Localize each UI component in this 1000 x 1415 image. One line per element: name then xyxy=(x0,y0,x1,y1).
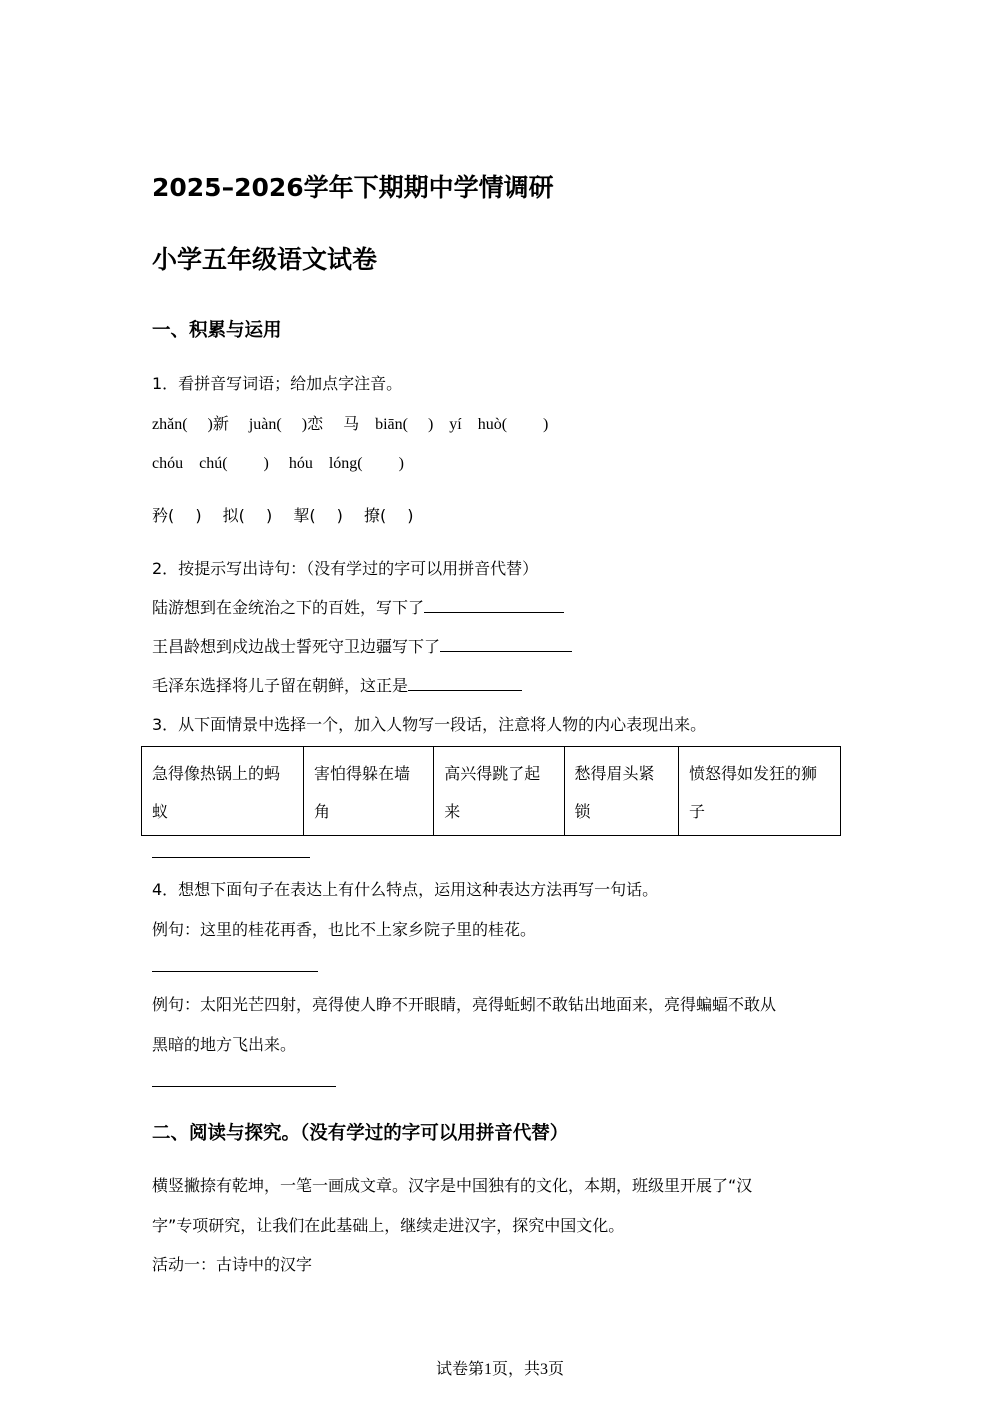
pinyin-row-1: zhǎn( )新 juàn( )恋 马 biān( ) yí huò( ) xyxy=(152,416,549,433)
answer-blank[interactable] xyxy=(440,637,572,652)
page-footer: 试卷第1页，共3页 xyxy=(435,1361,564,1378)
scenario-option-1: 急得像热锅上的蚂蚁 xyxy=(142,747,304,836)
exam-title: 2025–2026学年下期期中学情调研 xyxy=(152,173,554,202)
activity-1-heading: 活动一：古诗中的汉字 xyxy=(152,1255,313,1274)
scenario-options-table xyxy=(141,746,841,836)
example-sentence-2-line-1: 例句：太阳光芒四射，亮得使人睁不开眼睛，亮得蚯蚓不敢钻出地面来，亮得蝙蝠不敢从 xyxy=(152,995,777,1014)
question-3-prompt: 3．从下面情景中选择一个，加入人物写一段话，注意将人物的内心表现出来。 xyxy=(152,715,707,734)
reading-intro-line-1: 横竖撇捺有乾坤，一笔一画成文章。汉字是中国独有的文化，本期，班级里开展了“汉 xyxy=(152,1176,753,1195)
scenario-option-5: 愤怒得如发狂的狮子 xyxy=(678,747,840,836)
dotted-chars-row: 矜( ) 拟( ) 挈( ) 撩( ) xyxy=(152,506,414,525)
question-1-prompt: 1．看拼音写词语；给加点字注音。 xyxy=(152,374,403,393)
poem-prompt-3-text: 毛泽东选择将儿子留在朝鲜，这正是 xyxy=(152,676,409,695)
scenario-option-2: 害怕得躲在墙角 xyxy=(304,747,434,836)
scenario-option-4: 愁得眉头紧锁 xyxy=(564,747,678,836)
scenario-option-3: 高兴得跳了起来 xyxy=(434,747,564,836)
poem-prompt-2 xyxy=(152,634,572,657)
poem-prompt-3 xyxy=(152,673,522,696)
question-2-prompt: 2．按提示写出诗句：（没有学过的字可以用拼音代替） xyxy=(152,559,539,578)
exam-subtitle: 小学五年级语文试卷 xyxy=(152,245,378,274)
pinyin-row-2: chóu chú( ) hóu lóng( ) xyxy=(152,455,404,472)
example-sentence-2-line-2: 黑暗的地方飞出来。 xyxy=(152,1035,297,1054)
example-sentence-1: 例句：这里的桂花再香，也比不上家乡院子里的桂花。 xyxy=(152,920,537,939)
answer-line-example-1[interactable] xyxy=(152,971,318,972)
section-heading-1: 一、积累与运用 xyxy=(152,320,282,341)
question-4-prompt: 4．想想下面句子在表达上有什么特点，运用这种表达方法再写一句话。 xyxy=(152,880,659,899)
poem-prompt-2-text: 王昌龄想到戍边战士誓死守卫边疆写下了 xyxy=(152,637,441,656)
answer-line-q3[interactable] xyxy=(152,857,310,858)
poem-prompt-1-text: 陆游想到在金统治之下的百姓，写下了 xyxy=(152,598,425,617)
answer-line-example-2[interactable] xyxy=(152,1086,336,1087)
poem-prompt-1 xyxy=(152,595,564,618)
answer-blank[interactable] xyxy=(424,598,564,613)
section-heading-2: 二、阅读与探究。（没有学过的字可以用拼音代替） xyxy=(152,1123,569,1144)
answer-blank[interactable] xyxy=(408,676,522,691)
table-row xyxy=(142,747,841,836)
reading-intro-line-2: 字”专项研究，让我们在此基础上，继续走进汉字，探究中国文化。 xyxy=(152,1216,625,1235)
